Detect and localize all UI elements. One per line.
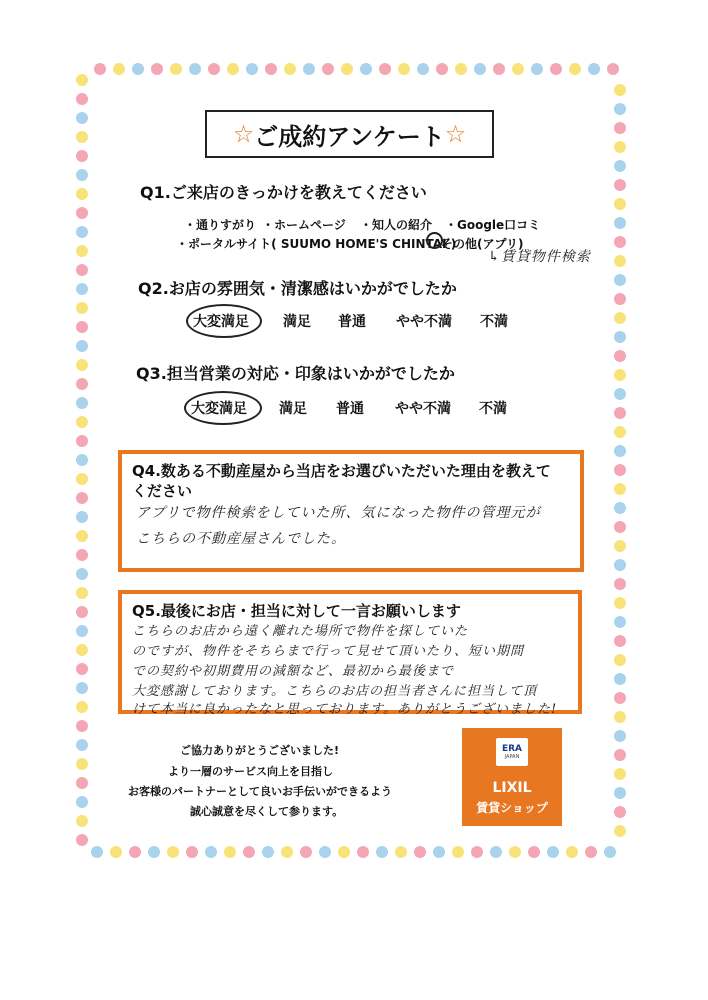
border-dot xyxy=(224,846,236,858)
border-dot xyxy=(76,321,88,333)
logo-line1: LIXIL xyxy=(492,780,532,796)
border-dot xyxy=(76,834,88,846)
border-dot xyxy=(265,63,277,75)
border-dot xyxy=(360,63,372,75)
border-dot xyxy=(569,63,581,75)
logo-line2: 賃貸ショップ xyxy=(476,801,548,815)
footer-line: より一層のサービス向上を目指し xyxy=(168,765,333,778)
border-dot xyxy=(614,502,626,514)
border-dot xyxy=(607,63,619,75)
q2-choice: 普通 xyxy=(338,314,366,330)
border-dot xyxy=(417,63,429,75)
border-dot xyxy=(614,711,626,723)
border-dot xyxy=(76,245,88,257)
border-dot xyxy=(614,236,626,248)
border-dot xyxy=(76,777,88,789)
border-dot xyxy=(76,397,88,409)
border-dot xyxy=(281,846,293,858)
q1-option: ・通りすがり xyxy=(184,218,257,232)
border-dot xyxy=(471,846,483,858)
border-dot xyxy=(531,63,543,75)
border-dot xyxy=(76,435,88,447)
border-dot xyxy=(129,846,141,858)
q2-choice: やや不満 xyxy=(396,314,452,330)
q1-option: ・Google口コミ xyxy=(445,218,541,232)
era-badge xyxy=(496,738,528,766)
border-dot xyxy=(76,473,88,485)
border-dot xyxy=(452,846,464,858)
border-dot xyxy=(614,445,626,457)
border-dot xyxy=(614,825,626,837)
border-dot xyxy=(341,63,353,75)
border-dot xyxy=(300,846,312,858)
border-dot xyxy=(76,587,88,599)
border-dot xyxy=(113,63,125,75)
border-dot xyxy=(76,131,88,143)
border-dot xyxy=(246,63,258,75)
era-sub-text: JAPAN xyxy=(504,754,520,760)
border-dot xyxy=(614,198,626,210)
border-dot xyxy=(170,63,182,75)
border-dot xyxy=(76,682,88,694)
border-dot xyxy=(76,701,88,713)
border-dot xyxy=(614,312,626,324)
border-dot xyxy=(76,264,88,276)
q3-choice: 大変満足 xyxy=(191,401,247,417)
border-dot xyxy=(547,846,559,858)
border-dot xyxy=(76,340,88,352)
border-dot xyxy=(76,549,88,561)
border-dot xyxy=(110,846,122,858)
border-dot xyxy=(76,226,88,238)
lixil-logo xyxy=(462,728,562,826)
border-dot xyxy=(566,846,578,858)
border-dot xyxy=(76,169,88,181)
border-dot xyxy=(379,63,391,75)
q1-option: ・ホームページ xyxy=(262,218,346,232)
border-dot xyxy=(76,188,88,200)
q1-option-portal: ・ポータルサイト( SUUMO HOME'S CHINTAI ) xyxy=(176,237,457,251)
border-dot xyxy=(614,692,626,704)
q4-box xyxy=(118,450,584,572)
border-dot xyxy=(614,521,626,533)
border-dot xyxy=(151,63,163,75)
border-dot xyxy=(550,63,562,75)
q3-question: Q3.担当営業の対応・印象はいかがでしたか xyxy=(136,364,455,383)
border-dot xyxy=(76,511,88,523)
border-dot xyxy=(614,179,626,191)
footer-line: ご協力ありがとうございました! xyxy=(180,744,340,757)
border-dot xyxy=(76,644,88,656)
border-dot xyxy=(436,63,448,75)
border-dot xyxy=(76,663,88,675)
border-dot xyxy=(76,625,88,637)
border-dot xyxy=(614,464,626,476)
title-text: ご成約アンケート xyxy=(254,122,445,151)
border-dot xyxy=(614,426,626,438)
border-dot xyxy=(76,378,88,390)
border-dot xyxy=(398,63,410,75)
border-dot xyxy=(76,74,88,86)
border-dot xyxy=(474,63,486,75)
border-dot xyxy=(512,63,524,75)
q5-answer-line: のですが、物件をそちらまで行って見せて頂いたり、短い期間 xyxy=(132,644,525,659)
border-dot xyxy=(614,787,626,799)
border-dot xyxy=(189,63,201,75)
border-dot xyxy=(76,454,88,466)
border-dot xyxy=(604,846,616,858)
border-dot xyxy=(76,568,88,580)
border-dot xyxy=(614,331,626,343)
border-dot xyxy=(322,63,334,75)
border-dot xyxy=(76,530,88,542)
border-dot xyxy=(614,293,626,305)
q2-choice: 不満 xyxy=(480,314,508,330)
star-icon: ☆ xyxy=(444,120,467,148)
border-dot xyxy=(528,846,540,858)
border-dot xyxy=(614,654,626,666)
q3-choice: 不満 xyxy=(479,401,507,417)
q5-question: Q5.最後にお店・担当に対して一言お願いします xyxy=(132,602,461,620)
footer-line: 誠心誠意を尽くして参ります。 xyxy=(190,805,344,818)
border-dot xyxy=(76,758,88,770)
border-dot xyxy=(414,846,426,858)
border-dot xyxy=(227,63,239,75)
q5-answer-line: 大変感謝しております。こちらのお店の担当者さんに担当して頂 xyxy=(132,684,537,699)
border-dot xyxy=(614,578,626,590)
q2-choice: 満足 xyxy=(283,314,311,330)
border-dot xyxy=(614,84,626,96)
border-dot xyxy=(433,846,445,858)
border-dot xyxy=(167,846,179,858)
border-dot xyxy=(303,63,315,75)
border-dot xyxy=(76,606,88,618)
border-dot xyxy=(614,141,626,153)
border-dot xyxy=(76,720,88,732)
border-dot xyxy=(76,150,88,162)
border-dot xyxy=(186,846,198,858)
q4-question: Q4.数ある不動産屋から当店をお選びいただいた理由を教えて xyxy=(132,462,551,480)
border-dot xyxy=(76,815,88,827)
q3-choice: 普通 xyxy=(336,401,364,417)
border-dot xyxy=(91,846,103,858)
border-dot xyxy=(614,673,626,685)
q5-answer-line: けて本当に良かったなと思っております。ありがとうございました! xyxy=(132,702,558,717)
border-dot xyxy=(76,207,88,219)
border-dot xyxy=(614,597,626,609)
q1-option: ・知人の紹介 xyxy=(360,218,433,232)
border-dot xyxy=(319,846,331,858)
border-dot xyxy=(614,369,626,381)
border-dot xyxy=(338,846,350,858)
border-dot xyxy=(614,255,626,267)
border-dot xyxy=(76,416,88,428)
border-dot xyxy=(132,63,144,75)
q5-answer-line: こちらのお店から遠く離れた場所で物件を探していた xyxy=(132,624,469,639)
border-dot xyxy=(76,93,88,105)
border-dot xyxy=(588,63,600,75)
border-dot xyxy=(614,559,626,571)
border-dot xyxy=(76,739,88,751)
q3-choice: 満足 xyxy=(279,401,307,417)
q4-answer-line: こちらの不動産屋さんでした。 xyxy=(136,531,346,547)
border-dot xyxy=(262,846,274,858)
border-dot xyxy=(76,302,88,314)
q4-question-cont: ください xyxy=(132,482,193,500)
border-dot xyxy=(76,796,88,808)
border-dot xyxy=(614,274,626,286)
border-dot xyxy=(243,846,255,858)
border-dot xyxy=(585,846,597,858)
page-title xyxy=(205,110,494,158)
border-dot xyxy=(395,846,407,858)
border-dot xyxy=(614,350,626,362)
border-dot xyxy=(455,63,467,75)
border-dot xyxy=(614,122,626,134)
border-dot xyxy=(614,730,626,742)
q3-choice: やや不満 xyxy=(395,401,451,417)
q1-question: Q1.ご来店のきっかけを教えてください xyxy=(140,183,427,202)
era-text: ERA xyxy=(501,744,523,754)
border-dot xyxy=(614,806,626,818)
border-dot xyxy=(76,112,88,124)
q5-answer-line: での契約や初期費用の減額など、最初から最後まで xyxy=(132,664,455,679)
border-dot xyxy=(614,407,626,419)
border-dot xyxy=(205,846,217,858)
q1-option-other: その他(アプリ) xyxy=(441,237,524,251)
border-dot xyxy=(614,635,626,647)
footer-line: お客様のパートナーとして良いお手伝いができるよう xyxy=(128,785,392,798)
border-dot xyxy=(76,359,88,371)
border-dot xyxy=(614,540,626,552)
border-dot xyxy=(614,217,626,229)
border-dot xyxy=(493,63,505,75)
border-dot xyxy=(148,846,160,858)
q2-choice: 大変満足 xyxy=(193,314,249,330)
border-dot xyxy=(614,749,626,761)
border-dot xyxy=(76,283,88,295)
border-dot xyxy=(614,160,626,172)
border-dot xyxy=(94,63,106,75)
q4-answer-line: アプリで物件検索をしていた所、気になった物件の管理元が xyxy=(136,505,541,521)
border-dot xyxy=(490,846,502,858)
border-dot xyxy=(509,846,521,858)
border-dot xyxy=(614,616,626,628)
q2-question: Q2.お店の雰囲気・清潔感はいかがでしたか xyxy=(138,279,457,298)
border-dot xyxy=(614,388,626,400)
q1-handwritten-note: ↳賃貸物件検索 xyxy=(488,249,591,265)
border-dot xyxy=(76,492,88,504)
star-icon: ☆ xyxy=(232,120,255,148)
border-dot xyxy=(614,768,626,780)
border-dot xyxy=(284,63,296,75)
border-dot xyxy=(614,483,626,495)
border-dot xyxy=(208,63,220,75)
border-dot xyxy=(376,846,388,858)
q5-box xyxy=(118,590,582,717)
border-dot xyxy=(614,103,626,115)
border-dot xyxy=(357,846,369,858)
